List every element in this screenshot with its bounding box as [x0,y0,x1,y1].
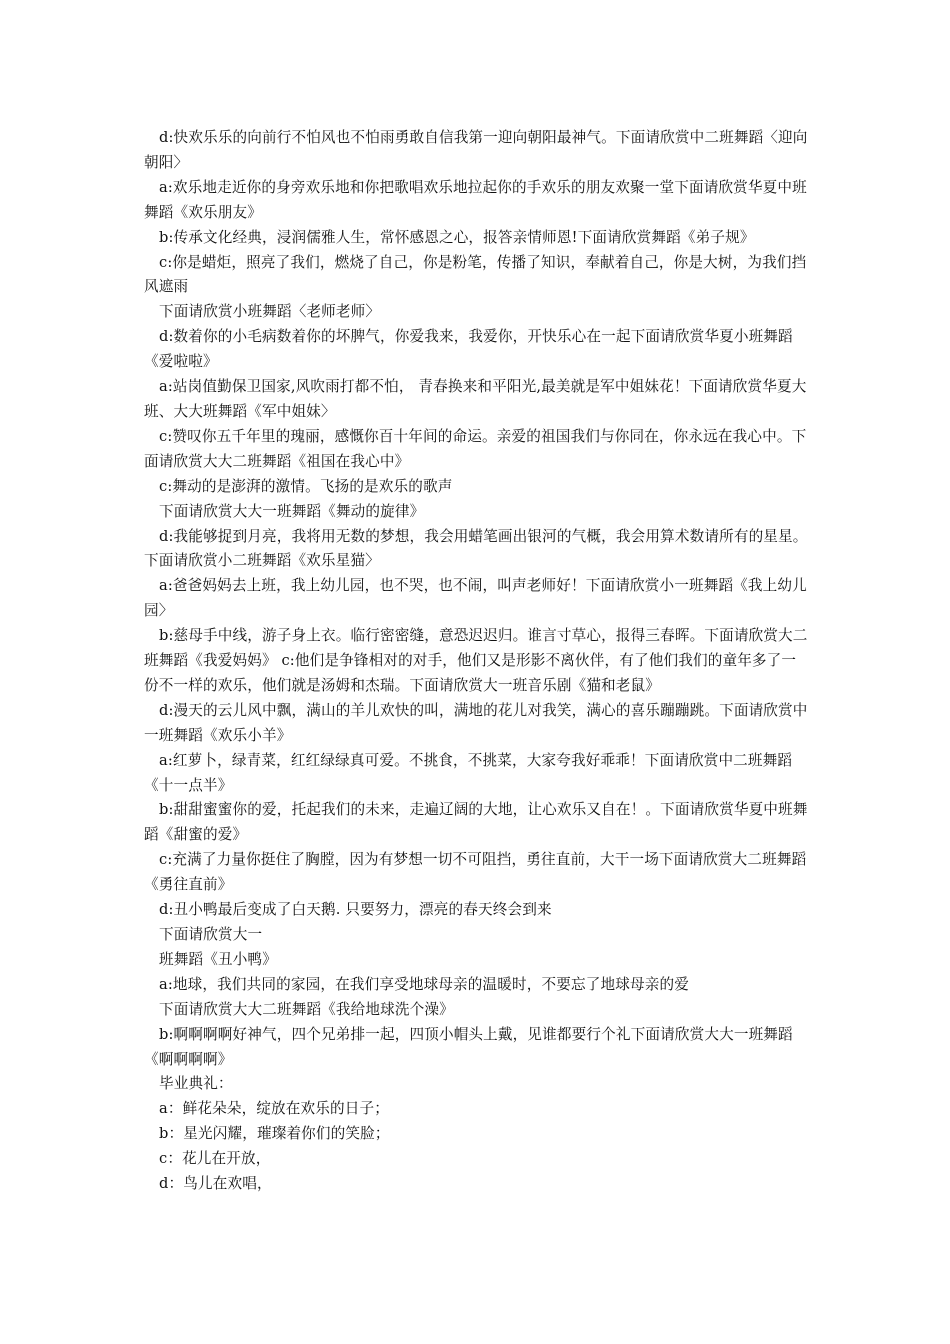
paragraph: b:慈母手中线，游子身上衣。临行密密缝，意恐迟迟归。谁言寸草心，报得三春晖。下面请欣赏大二班舞蹈《我爱妈妈》 c:他们是争锋相对的对手，他们又是形影不离伙伴，有了他们我们的童年多了一份不一样的欢乐，他们就是汤姆和杰瑞。下面请欣赏大一班音乐剧《猫和老鼠》 [144,627,808,694]
paragraph: a:地球，我们共同的家园，在我们享受地球母亲的温暖时，不要忘了地球母亲的爱 [159,975,689,993]
paragraph: b:啊啊啊啊好神气，四个兄弟排一起，四顶小帽头上戴，见谁都要行个礼下面请欣赏大大一班舞蹈《啊啊啊啊》 [144,1025,793,1068]
paragraph: c:赞叹你五千年里的瑰丽，感慨你百十年间的命运。亲爱的祖国我们与你同在，你永远在我心中。下面请欣赏大大二班舞蹈《祖国在我心中》 [144,427,807,470]
paragraph: b:甜甜蜜蜜你的爱，托起我们的未来，走遍辽阔的大地，让心欢乐又自在！。下面请欣赏华夏中班舞蹈《甜蜜的爱》 [144,801,808,844]
paragraph: a:欢乐地走近你的身旁欢乐地和你把歌唱欢乐地拉起你的手欢乐的朋友欢聚一堂下面请欣赏华夏中班舞蹈《欢乐朋友》 [144,178,807,221]
paragraph: c:你是蜡炬，照亮了我们，燃烧了自己，你是粉笔，传播了知识，奉献着自己，你是大树，为我们挡风遮雨 [144,253,807,296]
paragraph: 下面请欣赏小班舞蹈〈老师老师〉 [159,303,381,321]
paragraph: 下面请欣赏大一 [159,926,263,943]
paragraph: d:漫天的云儿风中飘，满山的羊儿欢快的叫，满地的花儿对我笑，满心的喜乐蹦蹦跳。下面请欣赏中一班舞蹈《欢乐小羊》 [144,701,808,744]
paragraph: b:传承文化经典，浸润儒雅人生，常怀感恩之心，报答亲情师恩!下面请欣赏舞蹈《弟子规》 [159,228,755,246]
paragraph: a:红萝卜，绿青菜，红红绿绿真可爱。不挑食，不挑菜，大家夸我好乖乖！下面请欣赏中二班舞蹈《十一点半》 [144,751,793,794]
paragraph: c：花儿在开放， [159,1150,271,1168]
paragraph: 下面请欣赏大大二班舞蹈《我给地球洗个澡》 [159,1000,454,1018]
paragraph: d:数着你的小毛病数着你的坏脾气，你爱我来，我爱你，开快乐心在一起下面请欣赏华夏小班舞蹈《爱啦啦》 [144,328,793,371]
paragraph: d：鸟儿在欢唱， [159,1175,272,1193]
paragraph: a：鲜花朵朵，绽放在欢乐的日子； [159,1100,390,1118]
paragraph: c:舞动的是澎湃的激情。飞扬的是欢乐的歌声 [159,477,453,495]
document-body [144,126,808,1197]
paragraph: a:爸爸妈妈去上班，我上幼儿园，也不哭，也不闹，叫声老师好！下面请欣赏小一班舞蹈《我上幼儿园〉 [144,577,807,620]
paragraph: d:我能够捉到月亮，我将用无数的梦想，我会用蜡笔画出银河的气概，我会用算术数请所有的星星。下面请欣赏小二班舞蹈《欢乐星猫〉 [144,527,808,570]
paragraph: 下面请欣赏大大一班舞蹈《舞动的旋律》 [159,502,425,520]
paragraph: c:充满了力量你挺住了胸膛，因为有梦想一切不可阻挡，勇往直前，大干一场下面请欣赏大二班舞蹈《勇往直前》 [144,851,807,894]
paragraph: a:站岗值勤保卫国家,风吹雨打都不怕， 青春换来和平阳光,最美就是军中姐妹花！下面请欣赏华夏大班、大大班舞蹈《军中姐妹〉 [144,378,807,420]
paragraph: d:快欢乐乐的向前行不怕风也不怕雨勇敢自信我第一迎向朝阳最神气。下面请欣赏中二班舞蹈〈迎向朝阳〉 [144,129,808,171]
section-heading: 毕业典礼： [159,1075,233,1093]
paragraph: b：星光闪耀，璀璨着你们的笑脸； [159,1125,390,1143]
paragraph: d:丑小鸭最后变成了白天鹅. 只要努力，漂亮的春天终会到来 [159,901,552,919]
paragraph: 班舞蹈《丑小鸭》 [159,950,277,968]
